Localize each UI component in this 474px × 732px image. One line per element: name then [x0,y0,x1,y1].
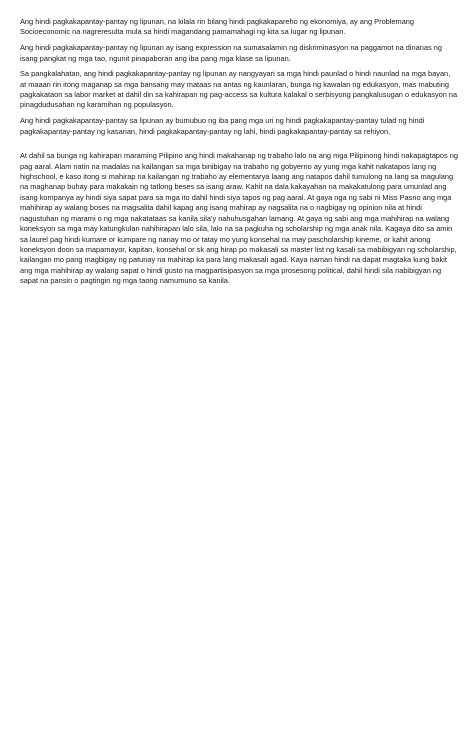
paragraph-2: Ang hindi pagkakapantay-pantay ng lipunan ay isang expression na sumasalamin ng diskriminasyon na paggamot na dinanas ng isang pangkat ng mga tao, ngunit pinapaboran ang iba pang mga klase sa lipunan. [20,43,442,63]
paragraph-5: At dahil sa bunga ng kahirapan maraming Pilipino ang hindi makahanap ng trabaho lalo na ang mga Pilipinong hindi nakapagtapos ng pag aaral. Alam natin na madalas na kailangan sa mga binibigay na trabaho ng gobyerno ay yung mga kahit nakatapos lang ng highschool, e kaso itong si mahirap na kailangan ng trabaho ay elementarya laang ang natapos dahil tumulong na lang sa magulang na maghanap buhay para makakain ng tatlong beses sa isang araw. Kahit na dala kakayahan na makakatulong para umunlad ang isang kompanya ay hindi siya sapat para sa mga ito dahil hindi siya tapos ng pag aaral. At gaya nga ng sabi ni Miss Pasno ang mga mahihirap ay walang boses na magsalita dahil kapag ang isang mahirap ay nagsalita na o nagbigay ng opinion nila at hindi nagustuhan ng marami o ng mga nakatataas sa kanila sila'y nahuhusgahan lamang. At gaya ng sabi ang mga mahihirap na walang koneksyon sa mga may katungkulan nahihirapan lalo sila, lalo na sa pagkuha ng scholarship ng mga anak nila. Kagaya dito sa amin sa laurel pag hindi kumare or kumpare ng nanay mo or tatay mo yung konsehal na may pascholarship kineme, or kahit anong koneksyon doon sa mapamayor, kapitan, konsehal or sk ang hirap po makasali sa master list ng kasali sa mabibigyan ng scholarship, kailangan mo pang magbigay ng patunay na mahirap ka para lang makasali agad. Kaya naman hindi na dapat magtaka kung bakit ang mga mahihirap ay walang sapat o hindi gusto na magpartisipasyon sa mga prosesong political, dahil hindi sila nabibigyan ng sapat na pansin o pagtingin ng mga taong namumuno sa kanila. [20,151,459,286]
paragraph-gap [20,142,458,151]
paragraph-1: Ang hindi pagkakapantay-pantay ng lipunan, na kilala rin bilang hindi pagkakapareho ng ekonomiya, ay ang Problemang Socioeconomic na nagreresulta mula sa hindi magandang pamamahagi ng kita sa lugar ng lipunan. [20,17,415,37]
paragraph-3: Sa pangkalahatan, ang hindi pagkakapantay-pantay ng lipunan ay nangyayari sa mga hindi paunlad o hindi naunlad na mga bayan, at maaari rin itong maganap sa mga bansang may mataas na antas ng kaunlaran, bunga ng kawalan ng edukasyon, mas mabuting pagkakataon sa labor market at dahil din sa kahirapan ng pag-access sa kultura kalakal o serbisyong pangkalusugan o edukasyon na pinagdudusahan ng karamihan ng populasyon. [20,69,458,110]
paragraph-4: Ang hindi pagkakapantay-pantay sa lipunan ay bumubuo ng iba pang mga uri ng hindi pagkakapantay-pantay tulad ng hindi pagkakapantay-pantay ng kasarian, hindi pagkakapantay-pantay ng lahi, hindi pagkakapantay-pantay sa rehiyon, [20,116,425,136]
document-body [20,17,458,287]
